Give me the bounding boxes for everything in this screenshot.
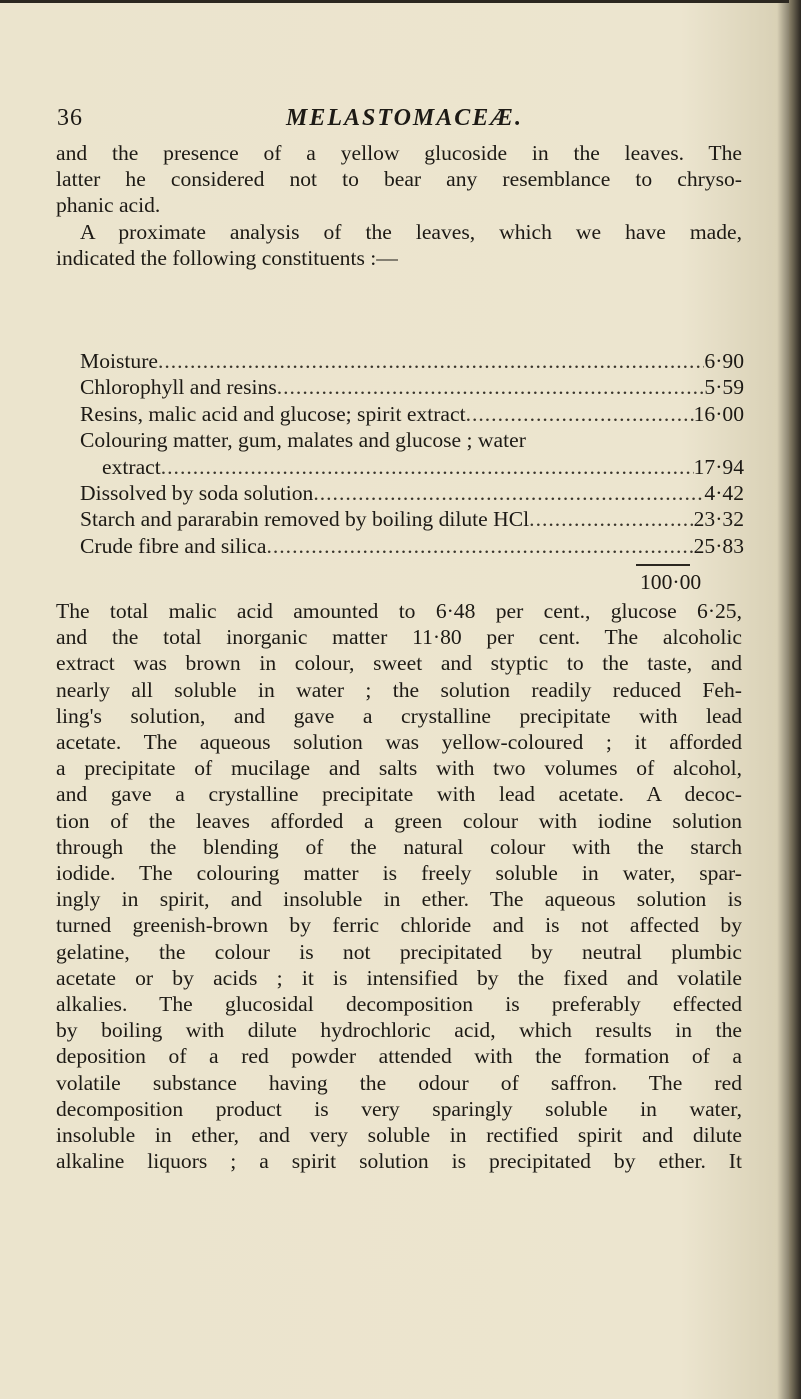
text-line: turned greenish-brown by ferric chloride and is not affected by bbox=[56, 913, 742, 938]
text-line: and gave a crystalline precipitate with lead acetate. A decoc- bbox=[56, 782, 742, 807]
page-edge-shadow bbox=[789, 0, 801, 1399]
row-label: Moisture bbox=[80, 349, 158, 373]
table-row bbox=[80, 349, 744, 375]
body-paragraph bbox=[56, 598, 742, 1174]
text-line: nearly all soluble in water ; the solution readily reduced Feh- bbox=[56, 677, 742, 702]
row-value: 6·90 bbox=[704, 349, 744, 373]
row-label: extract bbox=[102, 454, 161, 479]
row-label: Chlorophyll and resins bbox=[80, 375, 277, 400]
table-row bbox=[80, 507, 744, 533]
leader-dots bbox=[313, 481, 704, 506]
text-line: through the blending of the natural colour with the starch bbox=[56, 834, 742, 859]
text-line: and the presence of a yellow glucoside in the leaves. The bbox=[56, 141, 742, 165]
table-row bbox=[80, 428, 744, 454]
text-line: extract was brown in colour, sweet and styptic to the taste, and bbox=[56, 651, 742, 676]
text-line: a precipitate of mucilage and salts with two volumes of alcohol, bbox=[56, 756, 742, 781]
leader-dots bbox=[266, 534, 693, 559]
table-row bbox=[80, 375, 744, 401]
text-line: tion of the leaves afforded a green colour with iodine solution bbox=[56, 808, 742, 833]
running-title: MELASTOMACEÆ. bbox=[286, 105, 523, 131]
leader-dots bbox=[466, 402, 694, 427]
analysis-total: 100·00 bbox=[640, 570, 702, 594]
table-row bbox=[80, 534, 744, 560]
text-line: gelatine, the colour is not precipitated by neutral plumbic bbox=[56, 939, 742, 964]
analysis-table bbox=[80, 349, 744, 560]
total-rule bbox=[636, 564, 690, 566]
text-line: acetate. The aqueous solution was yellow-coloured ; it afforded bbox=[56, 730, 742, 755]
text-line: ingly in spirit, and insoluble in ether. The aqueous solution is bbox=[56, 887, 742, 912]
text-line: The total malic acid amounted to 6·48 per cent., glucose 6·25, bbox=[56, 599, 742, 623]
row-value: 25·83 bbox=[693, 533, 744, 558]
leader-dots bbox=[161, 455, 694, 480]
top-border bbox=[0, 0, 790, 3]
leader-dots bbox=[277, 375, 705, 400]
leader-dots bbox=[529, 507, 693, 532]
text-line: indicated the following constituents :— bbox=[56, 245, 398, 270]
text-line: volatile substance having the odour of saffron. The red bbox=[56, 1070, 742, 1095]
text-line: deposition of a red powder attended with the formation of a bbox=[56, 1044, 742, 1069]
text-line: insoluble in ether, and very soluble in rectified spirit and dilute bbox=[56, 1123, 742, 1148]
page-number: 36 bbox=[57, 105, 83, 131]
text-line: by boiling with dilute hydrochloric acid, which results in the bbox=[56, 1018, 742, 1043]
row-label: Crude fibre and silica bbox=[80, 533, 267, 558]
row-label: Dissolved by soda solution bbox=[80, 480, 314, 505]
intro-paragraph bbox=[56, 140, 742, 271]
text-line: ling's solution, and gave a crystalline precipitate with lead bbox=[56, 703, 742, 728]
row-value: 5·59 bbox=[704, 375, 744, 400]
text-line: decomposition product is very sparingly soluble in water, bbox=[56, 1096, 742, 1121]
text-line: and the total inorganic matter 11·80 per cent. The alcoholic bbox=[56, 625, 742, 650]
row-value: 17·94 bbox=[693, 454, 744, 479]
table-row bbox=[80, 455, 744, 481]
text-line: latter he considered not to bear any resemblance to chryso- bbox=[56, 167, 742, 192]
row-value: 4·42 bbox=[704, 480, 744, 505]
table-row bbox=[80, 481, 744, 507]
text-line: alkalies. The glucosidal decomposition is preferably effected bbox=[56, 992, 742, 1017]
text-line: phanic acid. bbox=[56, 193, 161, 218]
leader-dots bbox=[158, 349, 704, 374]
text-line: A proximate analysis of the leaves, which we have made, bbox=[80, 219, 742, 244]
row-label: Resins, malic acid and glucose; spirit extract bbox=[80, 401, 466, 426]
text-line: acetate or by acids ; it is intensified by the fixed and volatile bbox=[56, 965, 742, 990]
row-label: Colouring matter, gum, malates and glucose ; water bbox=[80, 428, 526, 453]
text-line: alkaline liquors ; a spirit solution is precipitated by ether. It bbox=[56, 1149, 742, 1174]
text-line: iodide. The colouring matter is freely soluble in water, spar- bbox=[56, 861, 742, 886]
page-header bbox=[57, 105, 737, 139]
row-value: 16·00 bbox=[693, 401, 744, 426]
table-row bbox=[80, 402, 744, 428]
row-value: 23·32 bbox=[693, 507, 744, 532]
row-label: Starch and pararabin removed by boiling dilute HCl bbox=[80, 507, 530, 532]
